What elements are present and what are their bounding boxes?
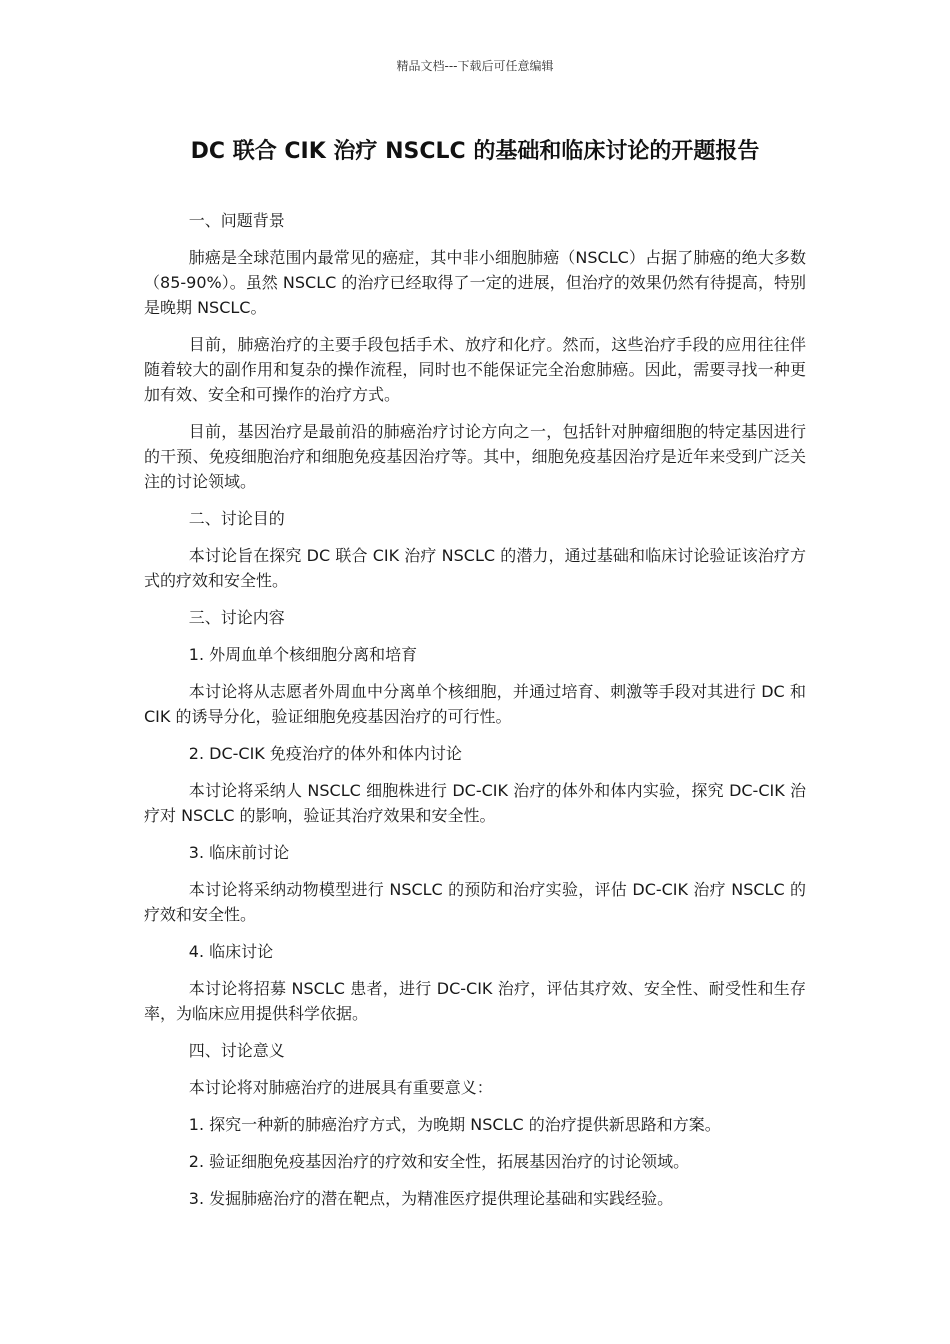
paragraph-preclinical: 本讨论将采纳动物模型进行 NSCLC 的预防和治疗实验，评估 DC-CIK 治疗 NSCLC 的疗效和安全性。 — [144, 880, 806, 924]
section-heading-content: 三、讨论内容 — [188, 608, 285, 627]
paragraph-background-1: 肺癌是全球范围内最常见的癌症，其中非小细胞肺癌（NSCLC）占据了肺癌的绝大多数（85-90%）。虽然 NSCLC 的治疗已经取得了一定的进展，但治疗的效果仍然有待提高，特别是晚期 NSCLC。 — [144, 248, 806, 317]
paragraph-pbmc: 本讨论将从志愿者外周血中分离单个核细胞，并通过培育、刺激等手段对其进行 DC 和 CIK 的诱导分化，验证细胞免疫基因治疗的可行性。 — [144, 682, 806, 726]
paragraph-clinical: 本讨论将招募 NSCLC 患者，进行 DC-CIK 治疗，评估其疗效、安全性、耐受性和生存率，为临床应用提供科学依据。 — [144, 979, 806, 1023]
page-header: 精品文档---下载后可任意编辑 — [396, 59, 554, 73]
paragraph-significance-intro: 本讨论将对肺癌治疗的进展具有重要意义： — [188, 1078, 493, 1097]
paragraph-invitro-invivo: 本讨论将采纳人 NSCLC 细胞株进行 DC-CIK 治疗的体外和体内实验，探究 DC-CIK 治疗对 NSCLC 的影响，验证其治疗效果和安全性。 — [144, 781, 806, 825]
paragraph-background-2: 目前，肺癌治疗的主要手段包括手术、放疗和化疗。然而，这些治疗手段的应用往往伴随着较大的副作用和复杂的操作流程，同时也不能保证完全治愈肺癌。因此，需要寻找一种更加有效、安全和可操作的治疗方式。 — [144, 335, 806, 404]
document-body — [144, 208, 806, 1223]
subheading-clinical: 4. 临床讨论 — [188, 942, 274, 961]
subheading-preclinical: 3. 临床前讨论 — [188, 843, 290, 862]
list-item-significance-1: 1. 探究一种新的肺癌治疗方式，为晚期 NSCLC 的治疗提供新思路和方案。 — [188, 1115, 721, 1134]
section-heading-background: 一、问题背景 — [188, 211, 285, 230]
section-heading-purpose: 二、讨论目的 — [188, 509, 285, 528]
list-item-significance-2: 2. 验证细胞免疫基因治疗的疗效和安全性，拓展基因治疗的讨论领域。 — [188, 1152, 690, 1171]
subheading-invitro-invivo: 2. DC-CIK 免疫治疗的体外和体内讨论 — [188, 744, 462, 763]
subheading-pbmc: 1. 外周血单个核细胞分离和培育 — [188, 645, 418, 664]
document-title: DC 联合 CIK 治疗 NSCLC 的基础和临床讨论的开题报告 — [190, 139, 760, 164]
paragraph-background-3: 目前，基因治疗是最前沿的肺癌治疗讨论方向之一，包括针对肿瘤细胞的特定基因进行的干预、免疫细胞治疗和细胞免疫基因治疗等。其中，细胞免疫基因治疗是近年来受到广泛关注的讨论领域。 — [144, 422, 806, 491]
paragraph-purpose: 本讨论旨在探究 DC 联合 CIK 治疗 NSCLC 的潜力，通过基础和临床讨论验证该治疗方式的疗效和安全性。 — [144, 546, 806, 590]
section-heading-significance: 四、讨论意义 — [188, 1041, 285, 1060]
list-item-significance-3: 3. 发掘肺癌治疗的潜在靶点，为精准医疗提供理论基础和实践经验。 — [188, 1189, 674, 1208]
